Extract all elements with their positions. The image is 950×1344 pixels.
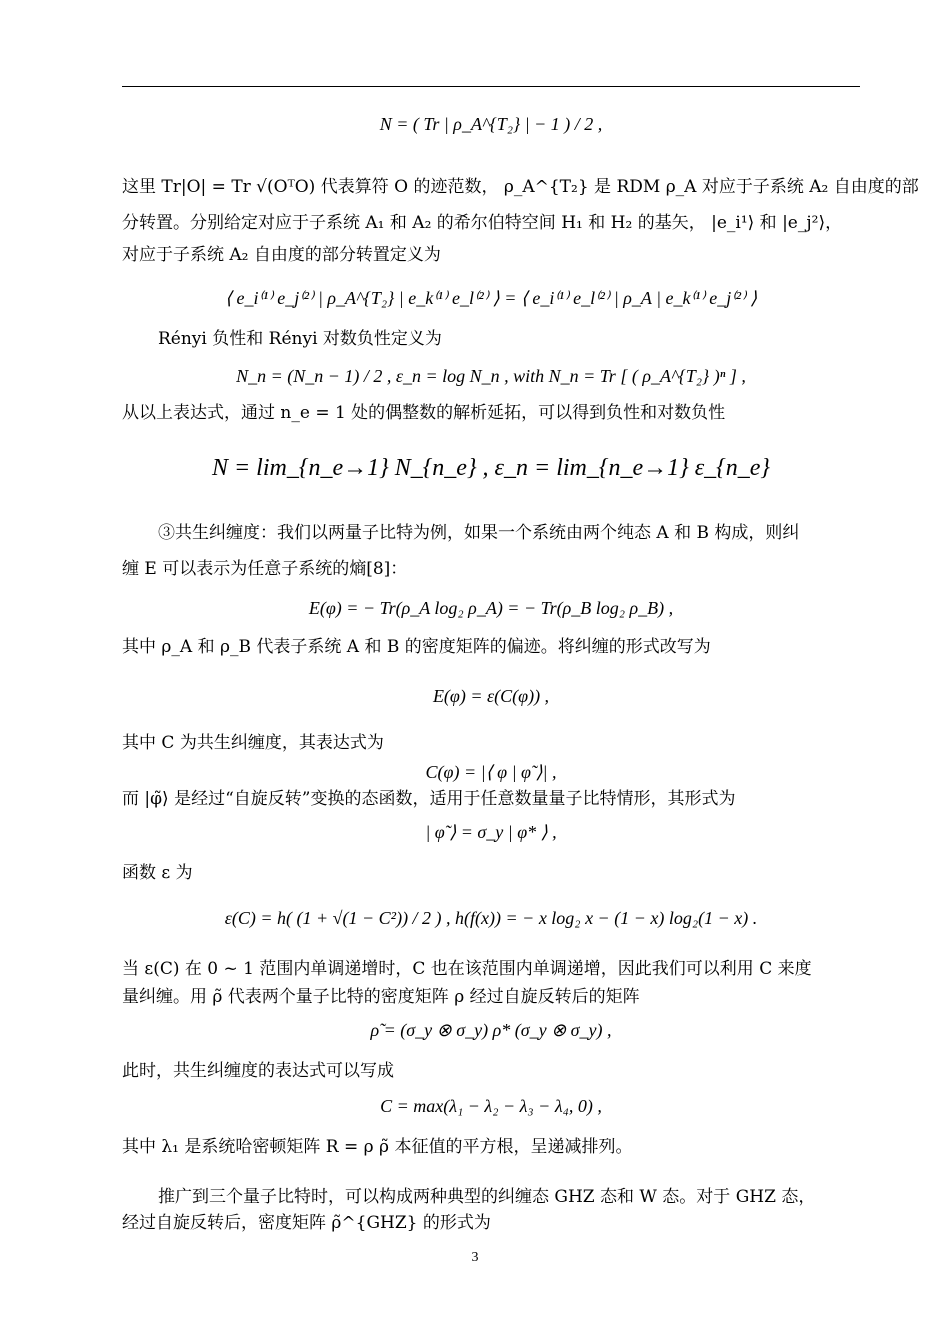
text-line: 从以上表达式，通过 n_e = 1 处的偶整数的解析延拓，可以得到负性和对数负性 <box>122 403 726 423</box>
text-line: 分转置。分别给定对应于子系统 A₁ 和 A₂ 的希尔伯特空间 H₁ 和 H₂ 的基矢， |e_i¹⟩ 和 |e_j²⟩， <box>122 213 843 233</box>
equation-entanglement-concurrence: E(φ) = ε(C(φ)) , <box>432 686 550 706</box>
text-line: 函数 ε 为 <box>122 863 193 883</box>
text-line: 量纠缠。用 ρ̃ 代表两个量子比特的密度矩阵 ρ 经过自旋反转后的矩阵 <box>122 987 640 1007</box>
equation-epsilon-function: ε(C) = h( (1 + √(1 − C²)) / 2 ) , h(f(x)) = − x log₂ x − (1 − x) log₂(1 − x) . <box>224 908 758 928</box>
header-rule <box>122 86 860 87</box>
text-line: 对应于子系统 A₂ 自由度的部分转置定义为 <box>122 245 441 265</box>
text-line: 其中 λ₁ 是系统哈密顿矩阵 R = ρ ρ̃ 本征值的平方根，呈递减排列。 <box>122 1137 633 1157</box>
text-line: 而 |φ̃⟩ 是经过“自旋反转”变换的态函数，适用于任意数量量子比特情形，其形式为 <box>122 789 736 809</box>
equation-spin-flip: | φ̃ ⟩ = σ_y | φ* ⟩ , <box>425 822 557 842</box>
equation-rho-tilde: ρ̃ = (σ_y ⊗ σ_y) ρ* (σ_y ⊗ σ_y) , <box>370 1020 612 1040</box>
text-line: ③共生纠缠度：我们以两量子比特为例，如果一个系统由两个纯态 A 和 B 构成，则纠 <box>158 523 800 543</box>
page-number: 3 <box>471 1250 479 1265</box>
equation-concurrence: C(φ) = |⟨ φ | φ̃ ⟩| , <box>425 762 557 782</box>
text-line: 缠 E 可以表示为任意子系统的熵[8]： <box>122 559 408 579</box>
text-line: 此时，共生纠缠度的表达式可以写成 <box>122 1061 394 1081</box>
equation-entropy: E(φ) = − Tr(ρ_A log₂ ρ_A) = − Tr(ρ_B log₂ ρ_B) , <box>308 598 674 618</box>
text-line: 当 ε(C) 在 0 ~ 1 范围内单调递增时，C 也在该范围内单调递增，因此我们可以利用 C 来度 <box>122 959 812 979</box>
equation-partial-transpose: ⟨ e_i⁽¹⁾ e_j⁽²⁾ | ρ_A^{T₂} | e_k⁽¹⁾ e_l⁽²⁾ ⟩ = ⟨ e_i⁽¹⁾ e_l⁽²⁾ | ρ_A | e_k⁽¹⁾ e_j⁽²⁾ ⟩ <box>224 288 758 308</box>
text-line: 经过自旋反转后，密度矩阵 ρ̃^{GHZ} 的形式为 <box>122 1213 491 1233</box>
equation-renyi-negativity: N_n = (N_n − 1) / 2 , ε_n = log N_n , with N_n = Tr [ ( ρ_A^{T₂} )ⁿ ] , <box>236 366 746 386</box>
equation-negativity: N = ( Tr | ρ_A^{T₂} | − 1 ) / 2 , <box>379 114 603 134</box>
equation-concurrence-max: C = max(λ₁ − λ₂ − λ₃ − λ₄, 0) , <box>380 1096 602 1116</box>
text-line: 推广到三个量子比特时，可以构成两种典型的纠缠态 GHZ 态和 W 态。对于 GHZ 态， <box>158 1187 816 1207</box>
text-line: Rényi 负性和 Rényi 对数负性定义为 <box>158 329 442 349</box>
text-line: 其中 C 为共生纠缠度，其表达式为 <box>122 733 384 753</box>
text-line: 这里 Tr|O| = Tr √(OᵀO) 代表算符 O 的迹范数， ρ_A^{T₂} 是 RDM ρ_A 对应于子系统 A₂ 自由度的部 <box>122 177 919 197</box>
text-line: 其中 ρ_A 和 ρ_B 代表子系统 A 和 B 的密度矩阵的偏迹。将纠缠的形式改写为 <box>122 637 711 657</box>
equation-limits: N = lim_{n_e→1} N_{n_e} , ε_n = lim_{n_e→1} ε_{n_e} <box>211 455 771 481</box>
